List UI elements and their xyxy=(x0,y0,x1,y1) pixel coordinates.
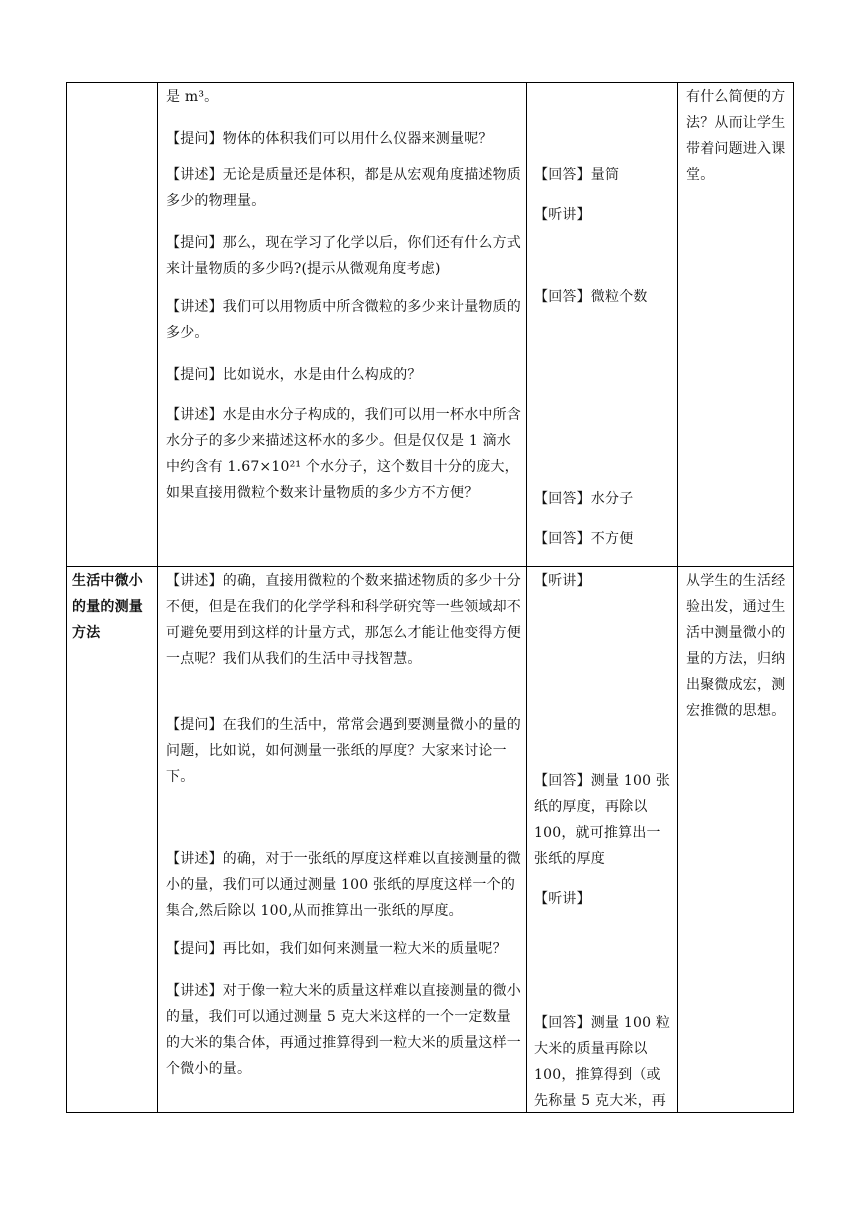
student-line: 【回答】水分子 xyxy=(534,491,634,507)
teacher-line: 【提问】在我们的生活中，常常会遇到要测量微小的量的问题，比如说，如何测量一张纸的厚度？大家来讨论一下。 xyxy=(166,717,521,785)
row2-topic-cell xyxy=(72,568,154,646)
row1-intent-cell xyxy=(686,84,790,188)
student-line: 【听讲】 xyxy=(534,891,591,907)
row2-intent-cell xyxy=(686,568,790,724)
row-divider xyxy=(66,566,794,567)
col-border-2 xyxy=(526,82,527,1113)
teacher-line: 【讲述】对于像一粒大米的质量这样难以直接测量的微小的量，我们可以通过测量 5 克大米这样的一个一定数量的大米的集合体，再通过推算得到一粒大米的质量这样一个微小的量。 xyxy=(166,983,521,1077)
teacher-line: 是 m³。 xyxy=(166,89,219,105)
student-line: 【回答】微粒个数 xyxy=(534,289,648,305)
student-line: 【听讲】 xyxy=(534,573,591,589)
row1-intent: 有什么简便的方法？从而让学生带着问题进入课堂。 xyxy=(686,89,786,183)
teacher-line: 【提问】比如说水，水是由什么构成的？ xyxy=(166,367,422,383)
col-border-right xyxy=(793,82,794,1113)
student-line: 【回答】测量 100 粒大米的质量再除以 100，推算得到（或先称量 5 克大米，再 xyxy=(534,1015,671,1109)
teacher-line: 【讲述】无论是质量还是体积，都是从宏观角度描述物质多少的物理量。 xyxy=(166,167,521,209)
teacher-line: 【讲述】的确，对于一张纸的厚度这样难以直接测量的微小的量，我们可以通过测量 100 张纸的厚度这样一个的集合,然后除以 100,从而推算出一张纸的厚度。 xyxy=(166,851,521,919)
teacher-line: 【提问】那么，现在学习了化学以后，你们还有什么方式来计量物质的多少吗?(提示从微观角度考虑) xyxy=(166,235,521,277)
col-border-left xyxy=(66,82,67,1113)
student-line: 【听讲】 xyxy=(534,207,591,223)
teacher-line: 【提问】再比如，我们如何来测量一粒大米的质量呢？ xyxy=(166,941,507,957)
teacher-line: 【提问】物体的体积我们可以用什么仪器来测量呢？ xyxy=(166,131,493,147)
teacher-line: 【讲述】的确，直接用微粒的个数来描述物质的多少十分不便，但是在我们的化学学科和科学研究等一些领域却不可避免要用到这样的计量方式，那怎么才能让他变得方便一点呢？我们从我们的生活中寻找智慧。 xyxy=(166,573,521,667)
col-border-3 xyxy=(677,82,678,1113)
student-line: 【回答】量筒 xyxy=(534,167,620,183)
table-bottom-border xyxy=(66,1112,794,1113)
student-line: 【回答】不方便 xyxy=(534,531,634,547)
table-top-border xyxy=(66,82,794,83)
row2-topic: 生活中微小的量的测量方法 xyxy=(72,573,143,641)
student-line: 【回答】测量 100 张纸的厚度，再除以 100，就可推算出一张纸的厚度 xyxy=(534,773,671,867)
teacher-line: 【讲述】水是由水分子构成的，我们可以用一杯水中所含水分子的多少来描述这杯水的多少。但是仅仅是 1 滴水中约含有 1.67×10²¹ 个水分子，这个数目十分的庞大，如果直接用微粒个数来计量物质的多少方不方便？ xyxy=(166,407,521,501)
row2-intent: 从学生的生活经验出发，通过生活中测量微小的量的方法，归纳出聚微成宏，测宏推微的思想。 xyxy=(686,573,786,719)
teacher-line: 【讲述】我们可以用物质中所含微粒的多少来计量物质的多少。 xyxy=(166,299,521,341)
col-border-1 xyxy=(157,82,158,1113)
